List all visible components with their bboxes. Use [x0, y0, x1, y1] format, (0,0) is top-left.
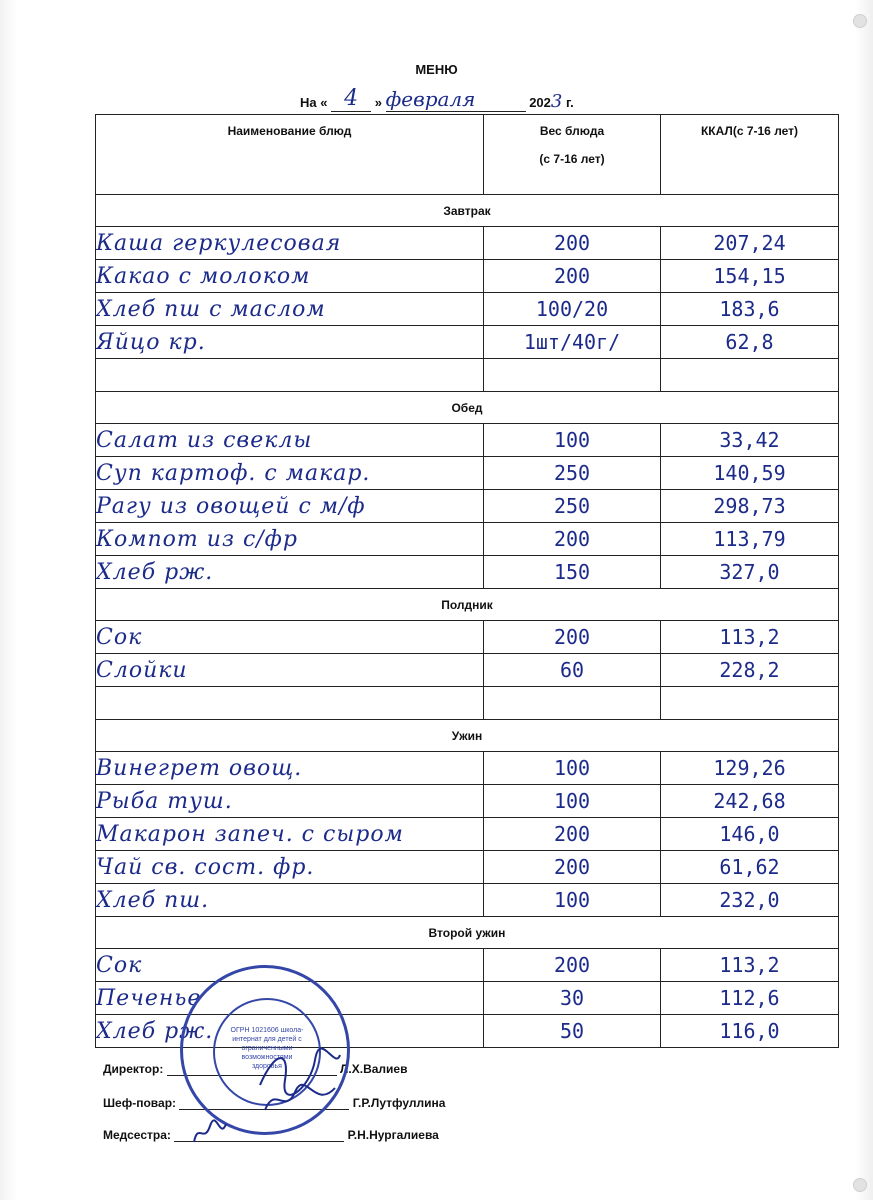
- table-row: [96, 818, 839, 851]
- dish-name: Макарон запеч. с сыром: [96, 818, 484, 851]
- dish-name: Сок: [96, 621, 484, 654]
- dish-name: Рыба туш.: [96, 785, 484, 818]
- dish-name: Хлеб рж.: [96, 556, 484, 589]
- date-prefix: На «: [300, 95, 328, 110]
- dish-weight: 100: [484, 785, 661, 818]
- table-row: [96, 884, 839, 917]
- dish-kcal: 61,62: [661, 851, 839, 884]
- table-row: [96, 359, 839, 392]
- table-row: [96, 293, 839, 326]
- dish-name: Сок: [96, 949, 484, 982]
- dish-kcal: 232,0: [661, 884, 839, 917]
- section-row: [96, 195, 839, 227]
- table-row: [96, 260, 839, 293]
- signature-chef: Шеф-повар: Г.Р.Лутфуллина: [103, 1096, 446, 1110]
- table-row: [96, 654, 839, 687]
- dish-weight: 200: [484, 818, 661, 851]
- dish-name: [96, 359, 484, 392]
- dish-kcal: 113,79: [661, 523, 839, 556]
- dish-weight: 50: [484, 1015, 661, 1048]
- dish-weight: 200: [484, 851, 661, 884]
- date-mid: »: [374, 95, 382, 110]
- dish-weight: 30: [484, 982, 661, 1015]
- dish-weight: 250: [484, 457, 661, 490]
- dish-name: Компот из с/фр: [96, 523, 484, 556]
- dish-name: Суп картоф. с макар.: [96, 457, 484, 490]
- dish-name: Хлеб пш.: [96, 884, 484, 917]
- section-row: [96, 917, 839, 949]
- column-header-name: Наименование блюд: [96, 115, 484, 195]
- punch-hole: [853, 1178, 867, 1192]
- dish-name: Хлеб пш с маслом: [96, 293, 484, 326]
- section-title: Ужин: [96, 720, 839, 752]
- table-row: [96, 457, 839, 490]
- dish-weight: 250: [484, 490, 661, 523]
- table-row: [96, 556, 839, 589]
- dish-kcal: 207,24: [661, 227, 839, 260]
- signature-director: Директор: Л.Х.Валиев: [103, 1062, 408, 1076]
- dish-name: Яйцо кр.: [96, 326, 484, 359]
- dish-kcal: 33,42: [661, 424, 839, 457]
- dish-kcal: 129,26: [661, 752, 839, 785]
- table-row: [96, 326, 839, 359]
- section-row: [96, 392, 839, 424]
- dish-weight: [484, 359, 661, 392]
- section-title: Обед: [96, 392, 839, 424]
- table-row: [96, 851, 839, 884]
- nurse-signature: [190, 1118, 230, 1148]
- dish-weight: [484, 687, 661, 720]
- dish-kcal: 298,73: [661, 490, 839, 523]
- section-title: Полдник: [96, 589, 839, 621]
- dish-kcal: [661, 359, 839, 392]
- dish-kcal: [661, 687, 839, 720]
- dish-name: Салат из свеклы: [96, 424, 484, 457]
- dish-name: Печенье: [96, 982, 484, 1015]
- date-year-prefix: 202: [529, 95, 551, 110]
- dish-name: [96, 687, 484, 720]
- dish-weight: 100: [484, 424, 661, 457]
- dish-kcal: 146,0: [661, 818, 839, 851]
- dish-weight: 200: [484, 227, 661, 260]
- dish-weight: 200: [484, 523, 661, 556]
- stamp-text: ОГРН 1021606 школа-интернат для детей с ограниченными возможностями здоровья: [230, 1027, 304, 1070]
- dish-kcal: 112,6: [661, 982, 839, 1015]
- section-row: [96, 720, 839, 752]
- dish-name: Рагу из овощей с м/ф: [96, 490, 484, 523]
- menu-table: [95, 114, 839, 1048]
- dish-kcal: 154,15: [661, 260, 839, 293]
- dish-weight: 200: [484, 621, 661, 654]
- date-month: февраля: [385, 87, 476, 111]
- dish-name: Хлеб рж.: [96, 1015, 484, 1048]
- table-row: [96, 621, 839, 654]
- column-header-kcal: ККАЛ(с 7-16 лет): [661, 115, 839, 195]
- chef-signature: [260, 1080, 340, 1120]
- date-line: [300, 86, 574, 112]
- menu-table-body: [96, 115, 839, 1048]
- dish-name: Какао с молоком: [96, 260, 484, 293]
- dish-weight: 100: [484, 752, 661, 785]
- dish-weight: 150: [484, 556, 661, 589]
- dish-name: Чай св. сост. фр.: [96, 851, 484, 884]
- dish-weight: 200: [484, 949, 661, 982]
- dish-kcal: 113,2: [661, 949, 839, 982]
- dish-kcal: 62,8: [661, 326, 839, 359]
- dish-weight: 100: [484, 884, 661, 917]
- dish-kcal: 116,0: [661, 1015, 839, 1048]
- dish-name: Слойки: [96, 654, 484, 687]
- date-year-suffix: г.: [565, 95, 574, 110]
- table-row: [96, 490, 839, 523]
- dish-kcal: 183,6: [661, 293, 839, 326]
- signature-nurse: Медсестра: Р.Н.Нургалиева: [103, 1128, 439, 1142]
- dish-kcal: 113,2: [661, 621, 839, 654]
- page-title: МЕНЮ: [415, 62, 458, 77]
- section-row: [96, 589, 839, 621]
- table-header-row: [96, 115, 839, 195]
- dish-name: Винегрет овощ.: [96, 752, 484, 785]
- table-row: [96, 227, 839, 260]
- table-row: [96, 949, 839, 982]
- dish-kcal: 242,68: [661, 785, 839, 818]
- punch-hole: [853, 14, 867, 28]
- dish-weight: 100/20: [484, 293, 661, 326]
- column-header-weight: Вес блюда (с 7-16 лет): [484, 115, 661, 195]
- dish-weight: 200: [484, 260, 661, 293]
- table-row: [96, 523, 839, 556]
- dish-kcal: 140,59: [661, 457, 839, 490]
- table-row: [96, 785, 839, 818]
- dish-weight: 60: [484, 654, 661, 687]
- section-title: Завтрак: [96, 195, 839, 227]
- table-row: [96, 752, 839, 785]
- dish-kcal: 327,0: [661, 556, 839, 589]
- table-row: [96, 687, 839, 720]
- date-day: 4: [344, 86, 359, 111]
- dish-kcal: 228,2: [661, 654, 839, 687]
- date-year-digit: 3: [550, 91, 563, 112]
- dish-name: Каша геркулесовая: [96, 227, 484, 260]
- dish-weight: 1шт/40г/: [484, 326, 661, 359]
- section-title: Второй ужин: [96, 917, 839, 949]
- table-row: [96, 424, 839, 457]
